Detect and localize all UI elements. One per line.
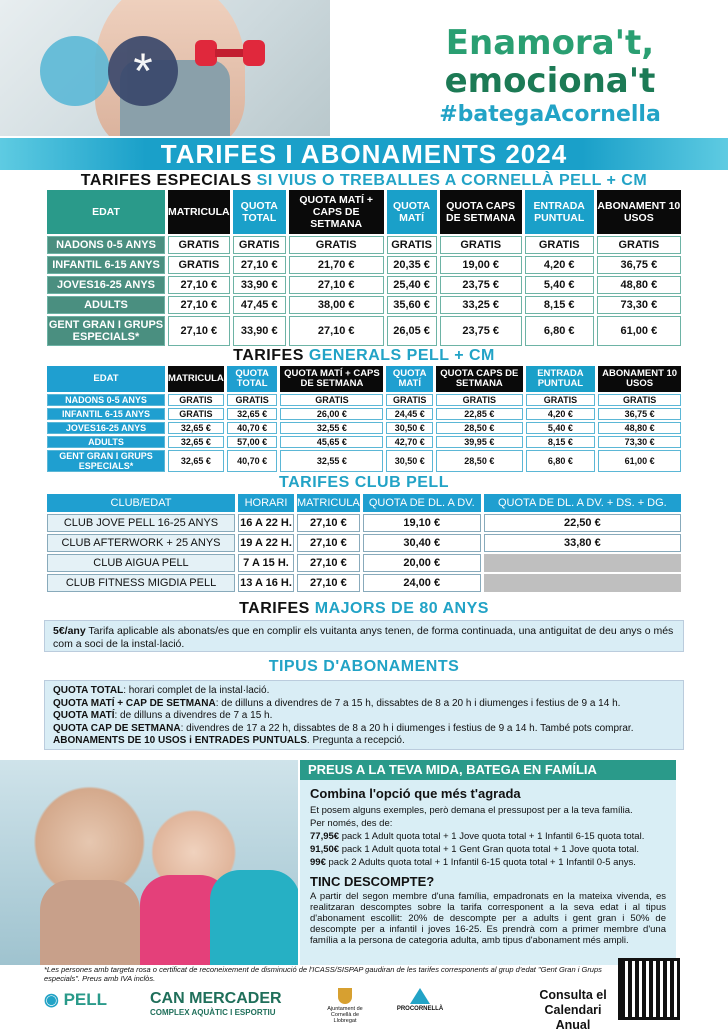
col-header: QUOTA CAPS DE SETMANA [440, 190, 522, 234]
table-cell: 57,00 € [227, 436, 278, 448]
table-cell: 22,50 € [484, 514, 681, 532]
generals-title-a: TARIFES [233, 347, 309, 364]
table-cell: 5,40 € [525, 276, 594, 294]
pell-logo-icon: ◉ [44, 990, 59, 1009]
table-row [47, 316, 681, 346]
table-cell: 6,80 € [526, 450, 596, 472]
row-label: INFANTIL 6-15 ANYS [47, 256, 165, 274]
table-cell: 27,10 € [297, 574, 360, 592]
table-cell: GRATIS [436, 394, 523, 406]
row-label: CLUB AFTERWORK + 25 ANYS [47, 534, 235, 552]
table-cell: 33,25 € [440, 296, 522, 314]
table-cell [484, 574, 681, 592]
table-cell: 61,00 € [598, 450, 681, 472]
table-cell: 33,80 € [484, 534, 681, 552]
row-label: CLUB FITNESS MIGDIA PELL [47, 574, 235, 592]
row-label: JOVES16-25 ANYS [47, 276, 165, 294]
table-cell: 30,40 € [363, 534, 481, 552]
table-cell: 73,30 € [597, 296, 681, 314]
canmercader-sub: COMPLEX AQUÀTIC I ESPORTIU [150, 1008, 276, 1017]
pell-logo[interactable] [44, 990, 107, 1010]
family-photo [0, 760, 298, 965]
packs-list [310, 831, 666, 868]
table-cell: 48,80 € [597, 276, 681, 294]
col-header: ENTRADA PUNTUAL [525, 190, 594, 234]
table-cell: 35,60 € [387, 296, 437, 314]
table-cell: 23,75 € [440, 316, 522, 346]
table-cell: GRATIS [168, 394, 224, 406]
tipus-line [53, 723, 675, 736]
table-cell: 8,15 € [525, 296, 594, 314]
slogan-line-2: emociona't [444, 61, 656, 101]
asterisk-bubble-icon: * [108, 36, 178, 106]
tipus-text: : horari complet de la instal·lació. [123, 685, 270, 696]
table-cell: 4,20 € [526, 408, 596, 420]
table-cell [484, 554, 681, 572]
table-cell: GRATIS [526, 394, 596, 406]
tipus-text: : de dilluns a divendres de 7 a 15 h, dissabtes de 8 a 20 h i diumenges i festius de 9 a 14 h. [215, 697, 621, 709]
pack-price: 77,95€ [310, 831, 340, 842]
majors-title-a: TARIFES [239, 600, 315, 617]
table-cell: GRATIS [525, 236, 594, 254]
table-cell: GRATIS [598, 394, 681, 406]
calendar-cta[interactable]: Consulta el Calendari Anual [539, 988, 607, 1032]
table-cell: 47,45 € [233, 296, 286, 314]
mother-figure [210, 870, 298, 965]
tipus-label: QUOTA TOTAL [53, 685, 124, 696]
col-header: EDAT [47, 190, 165, 234]
col-header: QUOTA CAPS DE SETMANA [436, 366, 523, 392]
family-box [300, 780, 676, 965]
ajuntament-logo[interactable] [320, 988, 370, 1024]
table-cell: GRATIS [440, 236, 522, 254]
tipus-label: QUOTA CAP DE SETMANA [53, 722, 181, 734]
shield-icon [338, 988, 352, 1004]
table-cell: 61,00 € [597, 316, 681, 346]
col-header: CLUB/EDAT [47, 494, 235, 512]
table-row [47, 276, 681, 294]
table-cell: 39,95 € [436, 436, 523, 448]
slogan [380, 24, 720, 100]
pack-item [310, 857, 666, 868]
club-table [44, 492, 684, 594]
table-row [47, 408, 681, 420]
hashtag: #bategaAcornella [439, 102, 661, 127]
row-label: ADULTS [47, 296, 165, 314]
generals-title [0, 347, 728, 365]
table-cell: 40,70 € [227, 422, 278, 434]
footnote: *Les persones amb targeta rosa o certificat de reconeixement de disminució de l'ICASS/SISPAP gaudiran de les tarifes corresponents al grup d'edat "Gent Gran i Grups especials". Preus amb IVA inclòs. [44, 965, 602, 983]
tipus-text: : divendres de 17 a 22 h, dissabtes de 8 a 20 h i diumenges i festius de 9 a 14 h. També pots comprar. [180, 722, 634, 734]
table-cell: 27,10 € [289, 276, 384, 294]
table-cell: 42,70 € [386, 436, 433, 448]
table-cell: 23,75 € [440, 276, 522, 294]
table-cell: 38,00 € [289, 296, 384, 314]
table-cell: 27,10 € [297, 514, 360, 532]
table-row [47, 514, 681, 532]
table-cell: GRATIS [387, 236, 437, 254]
majors-text: Tarifa aplicable als abonats/es que en complir els vuitanta anys tenen, de forma continuada, una antiguitat de deu anys o més com a soci de la instal·lació. [53, 625, 674, 650]
table-cell: 32,65 € [168, 436, 224, 448]
row-label: ADULTS [47, 436, 165, 448]
table-cell: 40,70 € [227, 450, 278, 472]
tipus-line [53, 710, 675, 723]
canmercader-name: CAN MERCADER [150, 990, 282, 1007]
ajuntament-text: Ajuntament de Cornellà de Llobregat [327, 1006, 363, 1024]
table-cell: 24,00 € [363, 574, 481, 592]
tipus-line [53, 685, 675, 698]
especials-title-b: SI VIUS O TREBALLES A CORNELLÀ PELL + CM [256, 172, 648, 189]
table-cell: GRATIS [168, 256, 230, 274]
table-cell: GRATIS [386, 394, 433, 406]
col-header: HORARI [238, 494, 294, 512]
table-cell: 27,10 € [168, 296, 230, 314]
col-header: QUOTA MATÍ [386, 366, 433, 392]
table-cell: 28,50 € [436, 422, 523, 434]
hero-image [0, 0, 330, 136]
tipus-title: TIPUS D'ABONAMENTS [268, 658, 460, 675]
table-cell: 27,10 € [289, 316, 384, 346]
fitness-bubble-icon [40, 36, 110, 106]
tipus-line [53, 735, 675, 748]
pack-text: pack 1 Adult quota total + 1 Gent Gran quota total + 1 Jove quota total. [339, 844, 640, 855]
table-cell: 45,65 € [280, 436, 383, 448]
majors-price: 5€/any [53, 625, 86, 637]
table-cell: 48,80 € [598, 422, 681, 434]
table-cell: 5,40 € [526, 422, 596, 434]
table-cell: 33,90 € [233, 276, 286, 294]
row-label: GENT GRAN I GRUPS ESPECIALS* [47, 450, 165, 472]
majors-title-b: MAJORS DE 80 ANYS [314, 600, 489, 617]
procornella-text: PROCORNELLÀ [396, 1006, 444, 1012]
especials-table [44, 188, 684, 348]
row-label: NADONS 0-5 ANYS [47, 394, 165, 406]
discount-heading: TINC DESCOMPTE? [310, 874, 435, 889]
table-cell: 27,10 € [233, 256, 286, 274]
table-cell: 22,85 € [436, 408, 523, 420]
dumbbell-icon [195, 38, 265, 68]
table-cell: 27,10 € [168, 316, 230, 346]
table-cell: 19,00 € [440, 256, 522, 274]
qr-code-icon[interactable] [618, 958, 680, 1020]
table-cell: 4,20 € [525, 256, 594, 274]
table-row [47, 422, 681, 434]
table-row [47, 450, 681, 472]
table-cell: 20,00 € [363, 554, 481, 572]
pell-logo-text: PELL [63, 990, 108, 1009]
table-row [47, 296, 681, 314]
tipus-box [44, 680, 684, 750]
table-cell: 19,10 € [363, 514, 481, 532]
table-cell: 24,45 € [386, 408, 433, 420]
col-header: QUOTA MATÍ + CAPS DE SETMANA [280, 366, 383, 392]
family-heading: Combina l'opció que més t'agrada [310, 786, 521, 801]
table-cell: GRATIS [168, 408, 224, 420]
especials-header-row [47, 190, 681, 234]
pack-text: pack 2 Adults quota total + 1 Infantil 6-15 quota total + 1 Infantil 0-5 anys. [325, 857, 636, 868]
father-figure [40, 880, 140, 965]
table-cell: GRATIS [289, 236, 384, 254]
tipus-text: . Pregunta a recepció. [306, 735, 405, 746]
row-label: GENT GRAN I GRUPS ESPECIALS* [47, 316, 165, 346]
table-row [47, 534, 681, 552]
generals-header-row [47, 366, 681, 392]
table-row [47, 554, 681, 572]
table-cell: 32,65 € [227, 408, 278, 420]
row-label: CLUB AIGUA PELL [47, 554, 235, 572]
table-cell: 13 A 16 H. [238, 574, 294, 592]
table-cell: GRATIS [280, 394, 383, 406]
table-cell: 32,65 € [168, 422, 224, 434]
triangle-icon [410, 988, 430, 1004]
tipus-label: QUOTA MATÍ + CAP DE SETMANA [53, 697, 216, 709]
table-cell: 32,55 € [280, 422, 383, 434]
col-header: QUOTA TOTAL [233, 190, 286, 234]
slogan-line-1: Enamora't, [445, 23, 655, 63]
table-row [47, 574, 681, 592]
table-cell: 27,10 € [297, 534, 360, 552]
family-per: Per només, des de: [310, 818, 393, 829]
generals-table [44, 364, 684, 474]
table-cell: GRATIS [233, 236, 286, 254]
table-cell: 30,50 € [386, 422, 433, 434]
pack-text: pack 1 Adult quota total + 1 Jove quota total + 1 Infantil 6-15 quota total. [339, 831, 645, 842]
tipus-label: QUOTA MATÍ [53, 710, 115, 721]
club-header-row [47, 494, 681, 512]
pack-price: 91,50€ [310, 844, 340, 855]
tipus-text: : de dilluns a divendres de 7 a 15 h. [114, 710, 273, 721]
pack-price: 99€ [310, 857, 326, 868]
table-cell: 73,30 € [598, 436, 681, 448]
table-cell: 27,10 € [297, 554, 360, 572]
col-header: EDAT [47, 366, 165, 392]
col-header: QUOTA DE DL. A DV. + DS. + DG. [484, 494, 681, 512]
table-row [47, 394, 681, 406]
especials-title-a: TARIFES ESPECIALS [80, 172, 257, 189]
row-label: INFANTIL 6-15 ANYS [47, 408, 165, 420]
table-cell: 36,75 € [598, 408, 681, 420]
row-label: JOVES16-25 ANYS [47, 422, 165, 434]
majors-box [44, 620, 684, 652]
pack-item [310, 844, 666, 855]
page-title-bar [0, 138, 728, 170]
discount-text: A partir del segon membre d'una família, empadronats en la mateixa vivenda, es realitzaran descomptes sobre la tarifa corresponent a la seva edat i al tipus d'abonament escollit: 20% de descompte per a adults i gent gran i 50% de descompte per a infantil i joves 16-25. Es prendrà com a primer membre d'una família a la persona de categoria adulta, amb tipus d'abonament més ampli. [310, 891, 666, 946]
col-header: QUOTA DE DL. A DV. [363, 494, 481, 512]
table-cell: 26,00 € [280, 408, 383, 420]
table-cell: 32,55 € [280, 450, 383, 472]
table-cell: 16 A 22 H. [238, 514, 294, 532]
table-cell: GRATIS [227, 394, 278, 406]
majors-title [0, 600, 728, 618]
col-header: QUOTA TOTAL [227, 366, 278, 392]
col-header: ENTRADA PUNTUAL [526, 366, 596, 392]
canmercader-logo[interactable] [150, 990, 282, 1017]
table-cell: 32,65 € [168, 450, 224, 472]
tipus-line [53, 698, 675, 711]
table-row [47, 236, 681, 254]
table-row [47, 436, 681, 448]
table-cell: 33,90 € [233, 316, 286, 346]
pack-item [310, 831, 666, 842]
col-header: MATRICULA [168, 190, 230, 234]
table-cell: 6,80 € [525, 316, 594, 346]
tipus-label: ABONAMENTS DE 10 USOS i ENTRADES PUNTUALS [53, 735, 307, 746]
family-bar: PREUS A LA TEVA MIDA, BATEGA EN FAMÍLIA [300, 760, 676, 780]
page-title: TARIFES I ABONAMENTS 2024 [160, 139, 568, 169]
col-header: QUOTA MATÍ + CAPS DE SETMANA [289, 190, 384, 234]
row-label: CLUB JOVE PELL 16-25 ANYS [47, 514, 235, 532]
table-cell: 20,35 € [387, 256, 437, 274]
family-intro: Et posem alguns exemples, però demana el pressupost per a la teva família. [310, 805, 633, 816]
table-cell: GRATIS [597, 236, 681, 254]
table-cell: 28,50 € [436, 450, 523, 472]
table-cell: 7 A 15 H. [238, 554, 294, 572]
table-cell: 8,15 € [526, 436, 596, 448]
row-label: NADONS 0-5 ANYS [47, 236, 165, 254]
col-header: MATRICULA [297, 494, 360, 512]
table-cell: 26,05 € [387, 316, 437, 346]
table-cell: 27,10 € [168, 276, 230, 294]
table-cell: 25,40 € [387, 276, 437, 294]
table-row [47, 256, 681, 274]
generals-title-b: GENERALS PELL + CM [308, 347, 495, 364]
col-header: ABONAMENT 10 USOS [598, 366, 681, 392]
table-cell: 36,75 € [597, 256, 681, 274]
table-cell: 30,50 € [386, 450, 433, 472]
col-header: MATRICULA [168, 366, 224, 392]
club-title: TARIFES CLUB PELL [279, 474, 449, 491]
col-header: ABONAMENT 10 USOS [597, 190, 681, 234]
procornella-logo[interactable] [395, 988, 445, 1012]
table-cell: 19 A 22 H. [238, 534, 294, 552]
table-cell: 21,70 € [289, 256, 384, 274]
table-cell: GRATIS [168, 236, 230, 254]
col-header: QUOTA MATÍ [387, 190, 437, 234]
